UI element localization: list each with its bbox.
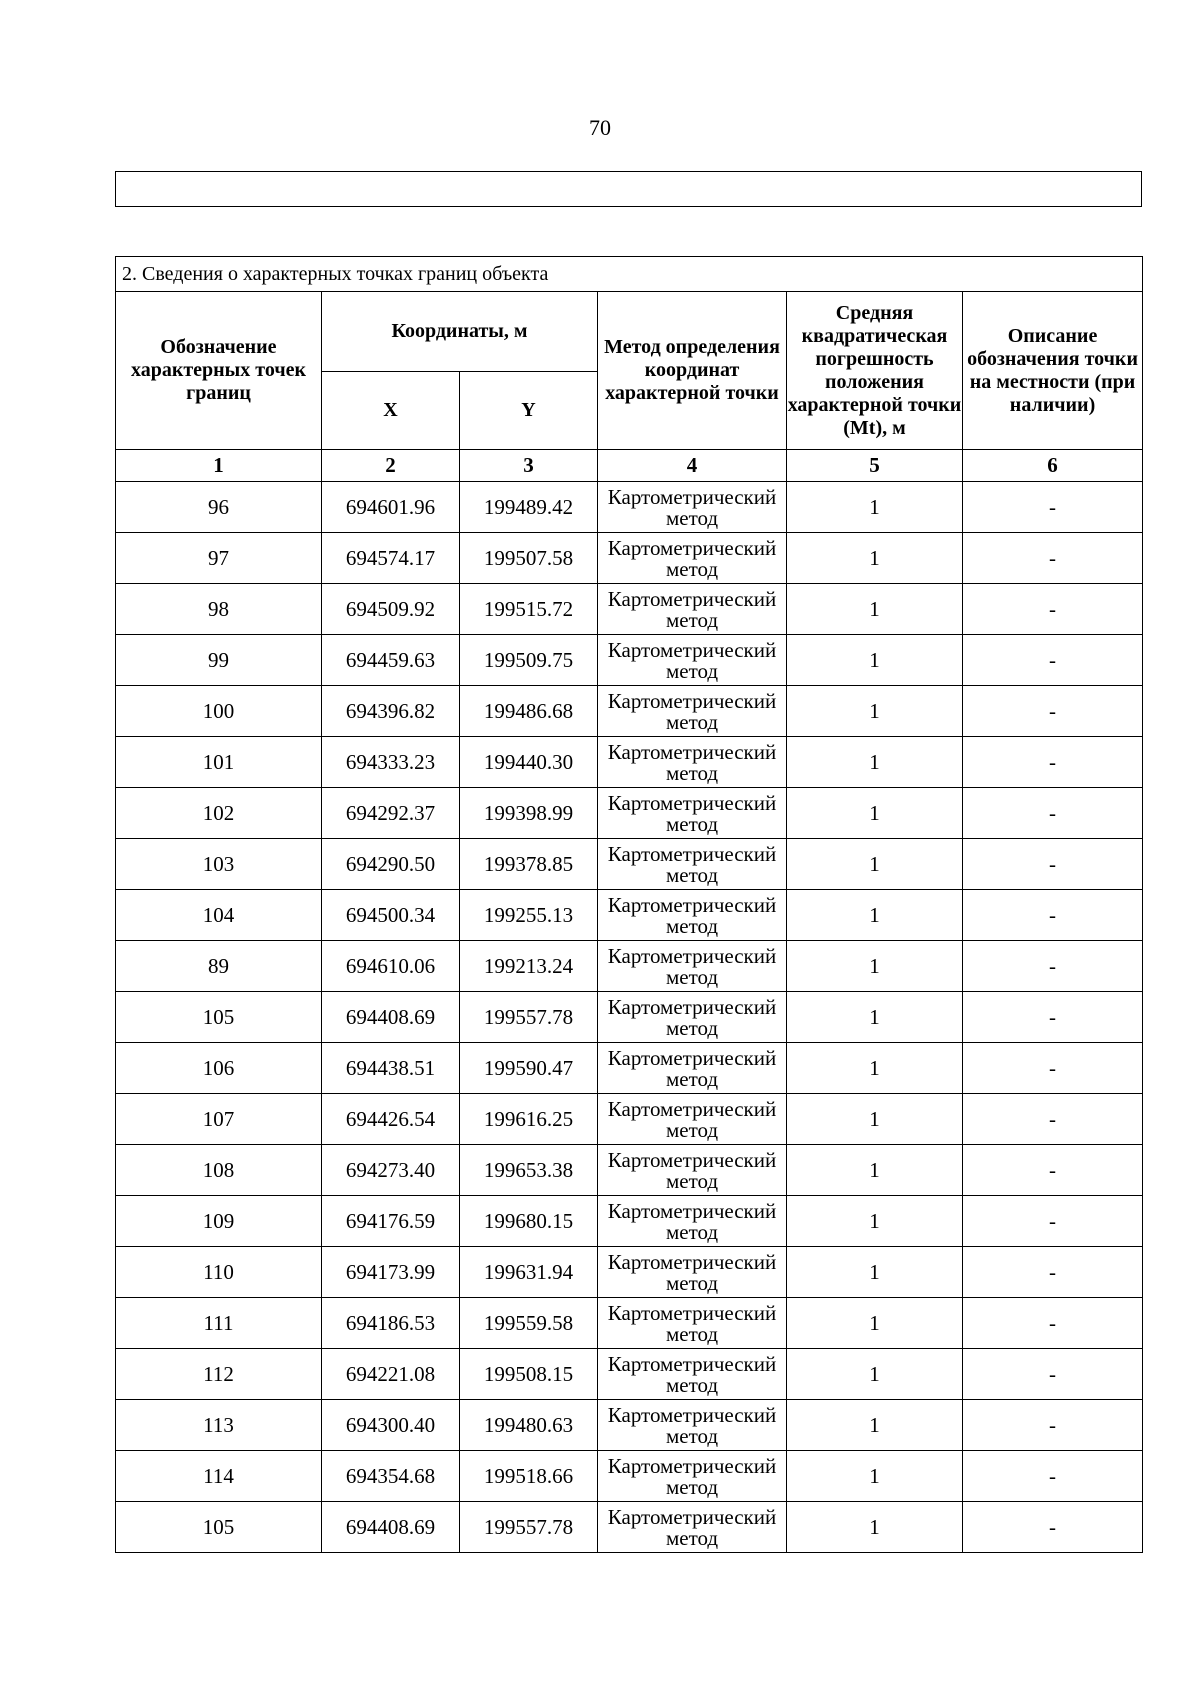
x-coordinate-cell: 694290.50 [322, 839, 460, 890]
y-coordinate-cell: 199508.15 [460, 1349, 598, 1400]
column-number-row [116, 450, 1143, 482]
column-number: 6 [963, 450, 1143, 482]
description-cell: - [963, 941, 1143, 992]
error-cell: 1 [787, 584, 963, 635]
method-cell [598, 890, 787, 941]
description-cell: - [963, 1145, 1143, 1196]
description-cell: - [963, 992, 1143, 1043]
description-cell: - [963, 1298, 1143, 1349]
y-coordinate-cell: 199378.85 [460, 839, 598, 890]
x-coordinate-cell: 694438.51 [322, 1043, 460, 1094]
method-line-1: Картометрический [607, 943, 777, 968]
method-line-1: Картометрический [607, 535, 777, 560]
point-id-cell: 113 [116, 1400, 322, 1451]
method-cell [598, 635, 787, 686]
column-number: 3 [460, 450, 598, 482]
error-cell: 1 [787, 1043, 963, 1094]
header-description: Описание обозначения точки на местности (при наличии) [963, 292, 1143, 450]
x-coordinate-cell: 694408.69 [322, 1502, 460, 1553]
header-y: Y [460, 372, 598, 450]
method-line-1: Картометрический [607, 790, 777, 815]
method-line-2: метод [665, 1525, 719, 1550]
method-cell [598, 1298, 787, 1349]
method-cell [598, 482, 787, 533]
error-cell: 1 [787, 1196, 963, 1247]
y-coordinate-cell: 199590.47 [460, 1043, 598, 1094]
table-row [116, 686, 1143, 737]
x-coordinate-cell: 694333.23 [322, 737, 460, 788]
y-coordinate-cell: 199515.72 [460, 584, 598, 635]
point-id-cell: 89 [116, 941, 322, 992]
method-line-2: метод [665, 556, 719, 581]
error-cell: 1 [787, 635, 963, 686]
method-line-1: Картометрический [607, 1198, 777, 1223]
y-coordinate-cell: 199518.66 [460, 1451, 598, 1502]
header-error: Средняя квадратическая погрешность положения характерной точки (Mt), м [787, 292, 963, 450]
method-cell [598, 1502, 787, 1553]
point-id-cell: 100 [116, 686, 322, 737]
point-id-cell: 112 [116, 1349, 322, 1400]
method-cell [598, 1094, 787, 1145]
error-cell: 1 [787, 1502, 963, 1553]
table-row [116, 635, 1143, 686]
method-line-2: метод [665, 913, 719, 938]
point-id-cell: 107 [116, 1094, 322, 1145]
method-line-2: метод [665, 1219, 719, 1244]
method-line-1: Картометрический [607, 1147, 777, 1172]
section-caption: 2. Сведения о характерных точках границ объекта [116, 257, 1143, 292]
point-id-cell: 108 [116, 1145, 322, 1196]
x-coordinate-cell: 694173.99 [322, 1247, 460, 1298]
error-cell: 1 [787, 482, 963, 533]
method-line-2: метод [665, 964, 719, 989]
method-line-2: метод [665, 1066, 719, 1091]
description-cell: - [963, 839, 1143, 890]
method-line-2: метод [665, 1423, 719, 1448]
method-cell [598, 584, 787, 635]
description-cell: - [963, 1247, 1143, 1298]
method-line-1: Картометрический [607, 586, 777, 611]
method-cell [598, 686, 787, 737]
method-line-2: метод [665, 1321, 719, 1346]
table-row [116, 737, 1143, 788]
x-coordinate-cell: 694408.69 [322, 992, 460, 1043]
method-line-1: Картометрический [607, 1045, 777, 1070]
error-cell: 1 [787, 890, 963, 941]
error-cell: 1 [787, 1298, 963, 1349]
table-row [116, 1502, 1143, 1553]
error-cell: 1 [787, 788, 963, 839]
x-coordinate-cell: 694354.68 [322, 1451, 460, 1502]
description-cell: - [963, 1349, 1143, 1400]
column-number: 5 [787, 450, 963, 482]
error-cell: 1 [787, 1400, 963, 1451]
x-coordinate-cell: 694396.82 [322, 686, 460, 737]
method-line-2: метод [665, 1117, 719, 1142]
method-line-1: Картометрический [607, 1504, 777, 1529]
x-coordinate-cell: 694186.53 [322, 1298, 460, 1349]
description-cell: - [963, 686, 1143, 737]
empty-header-box [115, 171, 1142, 207]
method-line-1: Картометрический [607, 892, 777, 917]
method-line-2: метод [665, 862, 719, 887]
table-body [116, 482, 1143, 1553]
x-coordinate-cell: 694300.40 [322, 1400, 460, 1451]
point-id-cell: 109 [116, 1196, 322, 1247]
description-cell: - [963, 1094, 1143, 1145]
y-coordinate-cell: 199486.68 [460, 686, 598, 737]
x-coordinate-cell: 694292.37 [322, 788, 460, 839]
table-row [116, 1349, 1143, 1400]
x-coordinate-cell: 694221.08 [322, 1349, 460, 1400]
method-line-1: Картометрический [607, 739, 777, 764]
point-id-cell: 102 [116, 788, 322, 839]
method-line-2: метод [665, 505, 719, 530]
method-cell [598, 1145, 787, 1196]
method-cell [598, 1349, 787, 1400]
method-line-1: Картометрический [607, 1249, 777, 1274]
x-coordinate-cell: 694273.40 [322, 1145, 460, 1196]
y-coordinate-cell: 199398.99 [460, 788, 598, 839]
method-line-1: Картометрический [607, 637, 777, 662]
method-line-1: Картометрический [607, 1096, 777, 1121]
method-cell [598, 1196, 787, 1247]
y-coordinate-cell: 199440.30 [460, 737, 598, 788]
method-line-1: Картометрический [607, 1351, 777, 1376]
point-id-cell: 101 [116, 737, 322, 788]
description-cell: - [963, 890, 1143, 941]
x-coordinate-cell: 694574.17 [322, 533, 460, 584]
x-coordinate-cell: 694426.54 [322, 1094, 460, 1145]
header-coordinates: Координаты, м [322, 292, 598, 372]
y-coordinate-cell: 199680.15 [460, 1196, 598, 1247]
method-line-2: метод [665, 811, 719, 836]
description-cell: - [963, 1400, 1143, 1451]
point-id-cell: 114 [116, 1451, 322, 1502]
y-coordinate-cell: 199559.58 [460, 1298, 598, 1349]
error-cell: 1 [787, 1247, 963, 1298]
point-id-cell: 110 [116, 1247, 322, 1298]
error-cell: 1 [787, 839, 963, 890]
method-cell [598, 533, 787, 584]
point-id-cell: 98 [116, 584, 322, 635]
x-coordinate-cell: 694500.34 [322, 890, 460, 941]
y-coordinate-cell: 199653.38 [460, 1145, 598, 1196]
error-cell: 1 [787, 1451, 963, 1502]
page-number: 70 [589, 115, 611, 140]
method-cell [598, 1451, 787, 1502]
y-coordinate-cell: 199213.24 [460, 941, 598, 992]
method-cell [598, 1400, 787, 1451]
description-cell: - [963, 788, 1143, 839]
column-number: 1 [116, 450, 322, 482]
method-line-1: Картометрический [607, 841, 777, 866]
error-cell: 1 [787, 992, 963, 1043]
point-id-cell: 99 [116, 635, 322, 686]
header-x: X [322, 372, 460, 450]
boundary-points-table [115, 256, 1143, 1553]
description-cell: - [963, 737, 1143, 788]
table-row [116, 584, 1143, 635]
error-cell: 1 [787, 1094, 963, 1145]
method-line-2: метод [665, 607, 719, 632]
description-cell: - [963, 584, 1143, 635]
point-id-cell: 97 [116, 533, 322, 584]
method-line-1: Картометрический [607, 994, 777, 1019]
error-cell: 1 [787, 941, 963, 992]
y-coordinate-cell: 199557.78 [460, 1502, 598, 1553]
description-cell: - [963, 533, 1143, 584]
point-id-cell: 105 [116, 992, 322, 1043]
column-number: 4 [598, 450, 787, 482]
error-cell: 1 [787, 737, 963, 788]
header-designation: Обозначение характерных точек границ [116, 292, 322, 450]
x-coordinate-cell: 694610.06 [322, 941, 460, 992]
method-cell [598, 839, 787, 890]
y-coordinate-cell: 199255.13 [460, 890, 598, 941]
method-cell [598, 1247, 787, 1298]
method-line-1: Картометрический [607, 484, 777, 509]
method-cell [598, 992, 787, 1043]
y-coordinate-cell: 199509.75 [460, 635, 598, 686]
point-id-cell: 104 [116, 890, 322, 941]
method-cell [598, 788, 787, 839]
method-line-2: метод [665, 1168, 719, 1193]
table-row [116, 1451, 1143, 1502]
method-line-1: Картометрический [607, 1300, 777, 1325]
method-line-2: метод [665, 658, 719, 683]
method-line-1: Картометрический [607, 688, 777, 713]
x-coordinate-cell: 694509.92 [322, 584, 460, 635]
error-cell: 1 [787, 533, 963, 584]
method-line-2: метод [665, 1474, 719, 1499]
y-coordinate-cell: 199507.58 [460, 533, 598, 584]
table-row [116, 1298, 1143, 1349]
error-cell: 1 [787, 1349, 963, 1400]
y-coordinate-cell: 199480.63 [460, 1400, 598, 1451]
table-row [116, 482, 1143, 533]
table-row [116, 992, 1143, 1043]
point-id-cell: 106 [116, 1043, 322, 1094]
description-cell: - [963, 482, 1143, 533]
table-row [116, 839, 1143, 890]
table-row [116, 1196, 1143, 1247]
table-row [116, 941, 1143, 992]
table-row [116, 1247, 1143, 1298]
description-cell: - [963, 635, 1143, 686]
y-coordinate-cell: 199489.42 [460, 482, 598, 533]
x-coordinate-cell: 694459.63 [322, 635, 460, 686]
point-id-cell: 103 [116, 839, 322, 890]
y-coordinate-cell: 199631.94 [460, 1247, 598, 1298]
method-line-2: метод [665, 1270, 719, 1295]
method-cell [598, 737, 787, 788]
description-cell: - [963, 1196, 1143, 1247]
point-id-cell: 96 [116, 482, 322, 533]
y-coordinate-cell: 199557.78 [460, 992, 598, 1043]
table-row [116, 1094, 1143, 1145]
description-cell: - [963, 1043, 1143, 1094]
point-id-cell: 105 [116, 1502, 322, 1553]
description-cell: - [963, 1502, 1143, 1553]
table-row [116, 890, 1143, 941]
error-cell: 1 [787, 1145, 963, 1196]
method-cell [598, 1043, 787, 1094]
table-row [116, 533, 1143, 584]
table-row [116, 1400, 1143, 1451]
method-line-2: метод [665, 1372, 719, 1397]
x-coordinate-cell: 694601.96 [322, 482, 460, 533]
description-cell: - [963, 1451, 1143, 1502]
header-method: Метод определения координат характерной точки [598, 292, 787, 450]
table-row [116, 788, 1143, 839]
x-coordinate-cell: 694176.59 [322, 1196, 460, 1247]
method-cell [598, 941, 787, 992]
y-coordinate-cell: 199616.25 [460, 1094, 598, 1145]
table-row [116, 1145, 1143, 1196]
column-number: 2 [322, 450, 460, 482]
point-id-cell: 111 [116, 1298, 322, 1349]
method-line-2: метод [665, 1015, 719, 1040]
method-line-2: метод [665, 760, 719, 785]
table-row [116, 1043, 1143, 1094]
method-line-1: Картометрический [607, 1453, 777, 1478]
error-cell: 1 [787, 686, 963, 737]
method-line-1: Картометрический [607, 1402, 777, 1427]
method-line-2: метод [665, 709, 719, 734]
